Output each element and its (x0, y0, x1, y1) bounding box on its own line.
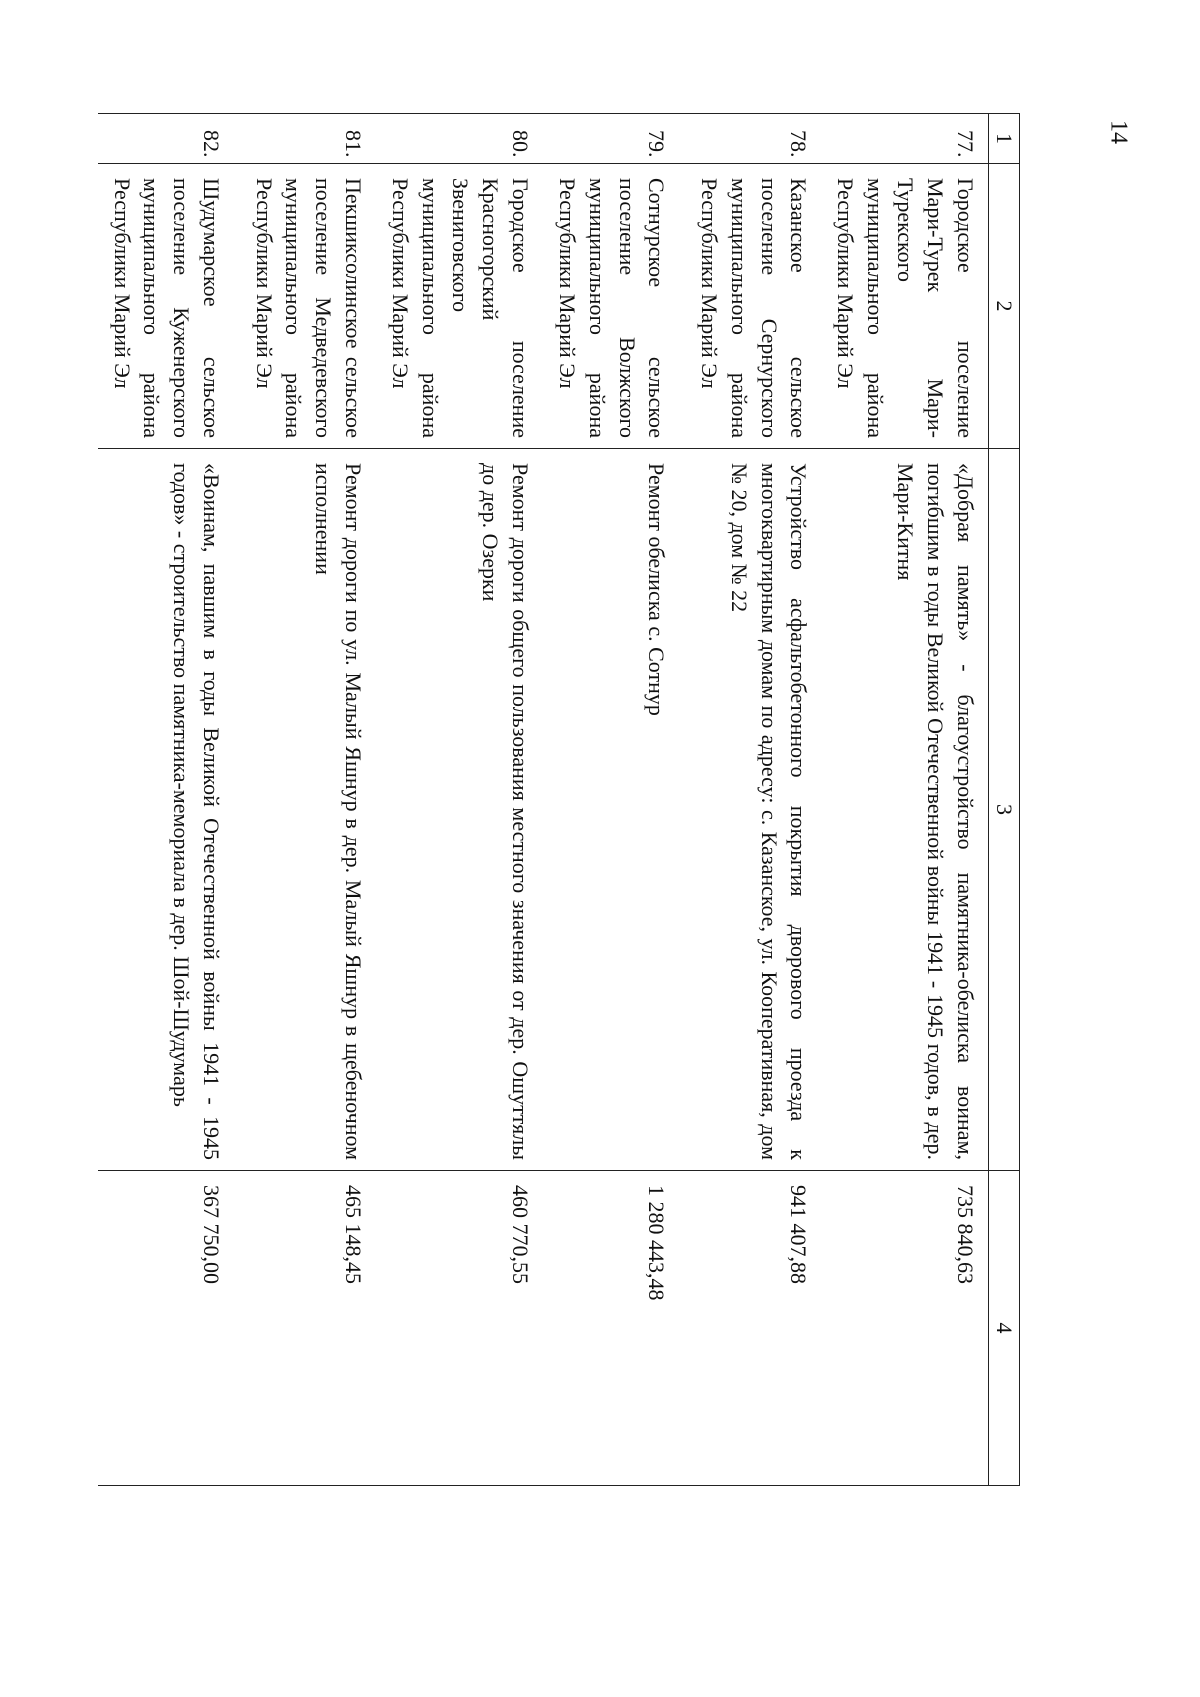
table-row (234, 114, 376, 1486)
table-row (98, 114, 235, 1486)
row-number: 79. (543, 114, 680, 164)
funding-table (98, 113, 1020, 1486)
table-row (679, 114, 821, 1486)
project-description-cell: «Воинам, павшим в годы Великой Отечественной войны 1941 - 1945 годов» - строительство памятника-мемориала в дер. Шой-Шудумарь (98, 449, 235, 1171)
amount-cell: 1 280 443,48 (543, 1171, 680, 1486)
table-row (376, 114, 543, 1486)
row-number: 80. (376, 114, 543, 164)
column-header-1: 1 (989, 114, 1020, 164)
amount-cell: 465 148,45 (234, 1171, 376, 1486)
amount-cell: 367 750,00 (98, 1171, 235, 1486)
row-number: 81. (234, 114, 376, 164)
project-description-cell: Ремонт дороги по ул. Малый Яшнур в дер. Малый Яшнур в щебеночном исполнении (234, 449, 376, 1171)
column-header-2: 2 (989, 164, 1020, 449)
table-row (821, 114, 988, 1486)
project-description-cell: Ремонт обелиска с. Сотнур (543, 449, 680, 1171)
row-number: 77. (821, 114, 988, 164)
header-row (989, 114, 1020, 1486)
municipality-cell: Казанское сельское поселение Сернурского муниципального района Республики Марий Эл (679, 164, 821, 449)
amount-cell: 941 407,88 (679, 1171, 821, 1486)
project-description-cell: Устройство асфальтобетонного покрытия дворового проезда к многоквартирным домам по адресу: с. Казанское, ул. Кооперативная, дом № 20, дом № 22 (679, 449, 821, 1171)
amount-cell: 735 840,63 (821, 1171, 988, 1486)
column-header-4: 4 (989, 1171, 1020, 1486)
table-row (543, 114, 680, 1486)
page-number: 14 (1105, 120, 1132, 144)
municipality-cell: Пекшиксолинское сельское поселение Медведевского муниципального района Республики Марий Эл (234, 164, 376, 449)
column-header-3: 3 (989, 449, 1020, 1171)
project-description-cell: Ремонт дороги общего пользования местного значения от дер. Ошуттялы до дер. Озерки (376, 449, 543, 1171)
municipality-cell: Городское поселение Мари-Турек Мари-Турекского муниципального района Республики Марий Эл (821, 164, 988, 449)
amount-cell: 460 770,55 (376, 1171, 543, 1486)
municipality-cell: Шудумарское сельское поселение Куженерского муниципального района Республики Марий Эл (98, 164, 235, 449)
municipality-cell: Городское поселение Красногорский Звениговского муниципального района Республики Марий Эл (376, 164, 543, 449)
rotated-table-frame (109, 113, 1020, 1485)
row-number: 82. (98, 114, 235, 164)
row-number: 78. (679, 114, 821, 164)
municipality-cell: Сотнурское сельское поселение Волжского муниципального района Республики Марий Эл (543, 164, 680, 449)
project-description-cell: «Добрая память» - благоустройство памятника-обелиска воинам, погибшим в годы Великой Отечественной войны 1941 - 1945 годов, в дер. Мари-Китня (821, 449, 988, 1171)
